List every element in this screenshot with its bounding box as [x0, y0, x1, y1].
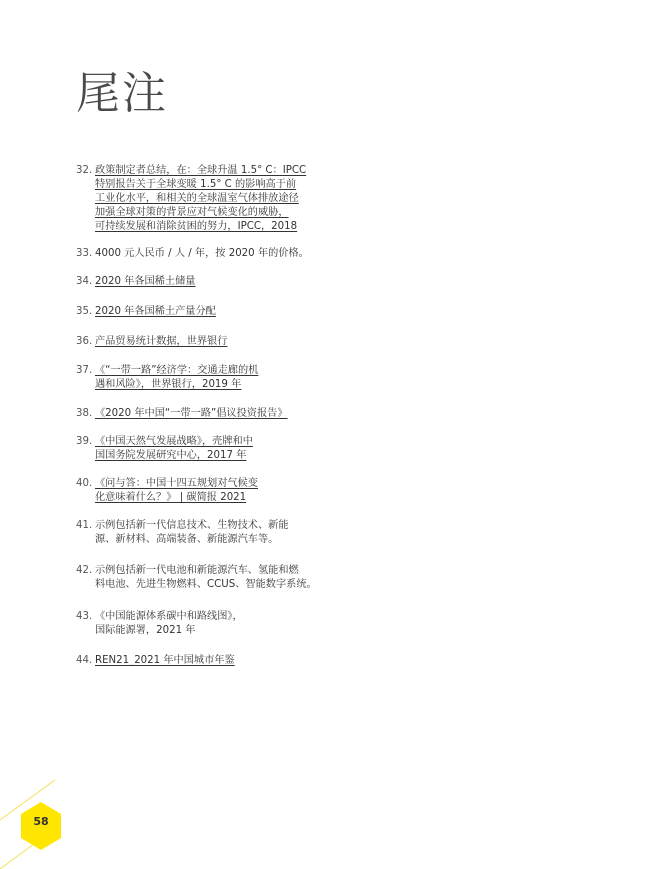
endnote-number: 42.: [76, 565, 93, 576]
endnote-text: 4000 元人民币 / 人 / 年，按 2020 年的价格。: [95, 248, 309, 259]
endnote-36[interactable]: [76, 335, 336, 349]
endnote-text[interactable]: 《问与答：中国十四五规划对气候变 化意味着什么？》 | 碳简报 2021: [95, 478, 258, 503]
endnote-text: 示例包括新一代电池和新能源汽车、氢能和燃 料电池、先进生物燃料、CCUS、智能数字系统。: [95, 565, 317, 590]
endnote-33: [76, 247, 336, 261]
endnote-text[interactable]: 2020 年各国稀土产量分配: [95, 306, 216, 317]
endnote-number: 35.: [76, 306, 93, 317]
endnote-number: 43.: [76, 611, 93, 622]
endnote-43: [76, 610, 336, 638]
endnote-44[interactable]: [76, 654, 336, 668]
endnote-text[interactable]: REN21_2021 年中国城市年鉴: [95, 655, 235, 666]
endnote-text: 《中国能源体系碳中和路线图》， 国际能源署，2021 年: [95, 611, 243, 636]
endnote-41: [76, 519, 336, 547]
endnote-number: 36.: [76, 336, 93, 347]
endnote-38[interactable]: [76, 407, 336, 421]
endnote-number: 41.: [76, 520, 93, 531]
page-number: 58: [33, 815, 49, 828]
endnote-text[interactable]: 政策制定者总结，在：全球升温 1.5° C：IPCC 特别报告关于全球变暖 1.5° C 的影响高于前 工业化水平，和相关的全球温室气体排放途径 加强全球对策的背景应对气候变化的威胁， 可持续发展和消除贫困的努力，IPCC，2018: [95, 165, 307, 232]
page-title: 尾注: [76, 68, 168, 119]
endnote-number: 33.: [76, 248, 93, 259]
endnote-number: 34.: [76, 276, 93, 287]
endnote-number: 37.: [76, 365, 93, 376]
endnote-text[interactable]: 产品贸易统计数据，世界银行: [95, 336, 228, 347]
endnote-text: 示例包括新一代信息技术、生物技术、新能 源、新材料、高端装备、新能源汽车等。: [95, 520, 289, 545]
endnote-number: 39.: [76, 436, 93, 447]
endnote-32[interactable]: [76, 164, 336, 234]
endnote-42: [76, 564, 346, 592]
endnote-number: 40.: [76, 478, 93, 489]
endnote-number: 32.: [76, 165, 93, 176]
endnote-number: 38.: [76, 408, 93, 419]
endnote-text[interactable]: 《2020 年中国“一带一路”倡议投资报告》: [95, 408, 288, 419]
endnote-text[interactable]: 《“一带一路”经济学：交通走廊的机 遇和风险》，世界银行，2019 年: [95, 365, 259, 390]
endnote-34[interactable]: [76, 275, 336, 289]
endnote-text[interactable]: 2020 年各国稀土储量: [95, 276, 196, 287]
endnote-40[interactable]: [76, 477, 336, 505]
endnote-text[interactable]: 《中国天然气发展战略》，壳牌和中 国国务院发展研究中心，2017 年: [95, 436, 253, 461]
endnote-number: 44.: [76, 655, 93, 666]
endnote-35[interactable]: [76, 305, 336, 319]
endnote-37[interactable]: [76, 364, 336, 392]
endnote-39[interactable]: [76, 435, 336, 463]
